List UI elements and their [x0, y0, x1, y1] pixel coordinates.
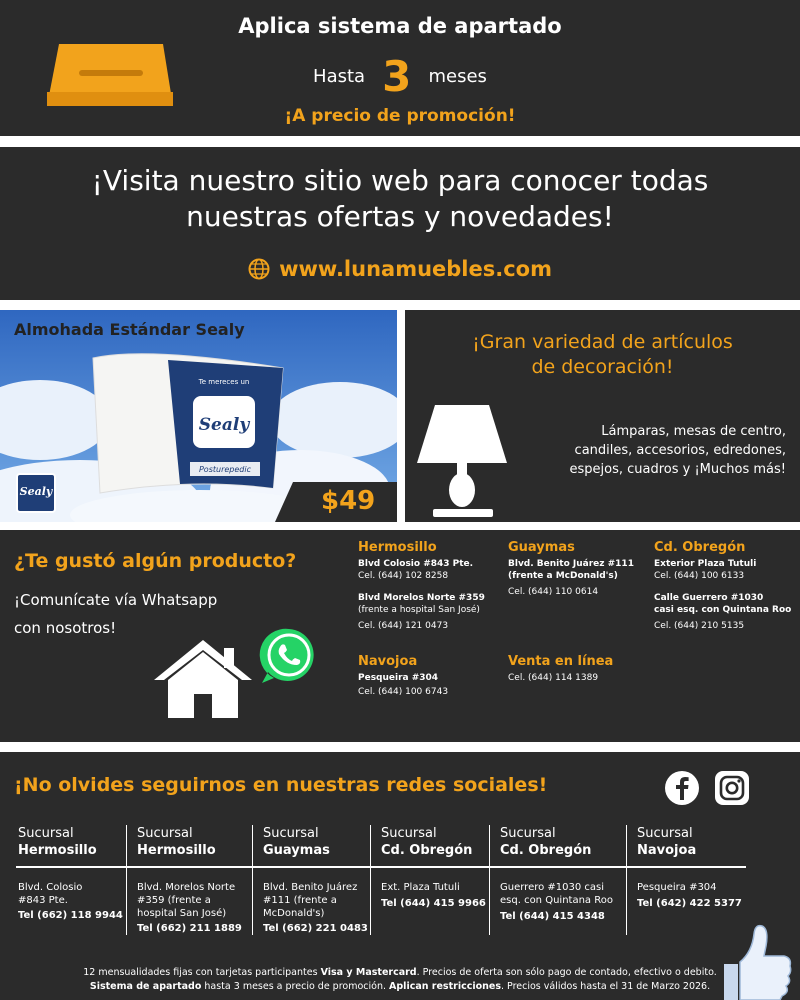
layaway-months-number: 3	[382, 52, 412, 101]
branch-tel[interactable]: Tel (644) 415 9966	[381, 898, 486, 909]
branch-label: Sucursal	[263, 826, 319, 841]
decor-title-line2: de decoración!	[531, 356, 674, 378]
globe-icon	[248, 258, 270, 280]
decor-title-line1: ¡Gran variedad de artículos	[472, 331, 733, 353]
whatsapp-icon[interactable]	[258, 625, 320, 687]
branch-tel[interactable]: Tel (642) 422 5377	[637, 898, 742, 909]
footer-line1-b: Visa y Mastercard	[320, 967, 417, 978]
branch-city: Cd. Obregón	[500, 843, 592, 858]
footer-line2-a: Sistema de apartado	[89, 981, 202, 992]
branch-addr3: hospital San José)	[137, 908, 227, 919]
branch-addr1: Blvd. Morelos Norte	[137, 882, 236, 893]
branch-city: Hermosillo	[18, 843, 97, 858]
branch-addr2: #111 (frente a	[263, 895, 337, 906]
branch-obregon-1	[370, 825, 487, 935]
contact-obregon-title: Cd. Obregón	[654, 540, 746, 555]
branch-hermosillo-1	[6, 825, 126, 935]
branch-addr1: Pesqueira #304	[637, 882, 717, 893]
contact-line2: con nosotros!	[14, 619, 117, 637]
contact-guaymas-addr1a: Blvd. Benito Juárez #111	[508, 559, 634, 569]
contact-guaymas	[508, 540, 634, 598]
contact-line1: ¡Comunícate vía Whatsapp	[14, 591, 218, 609]
branch-addr1: Guerrero #1030 casi	[500, 882, 605, 893]
instagram-icon[interactable]	[714, 770, 750, 806]
contact-hermosillo-tel1[interactable]: Cel. (644) 102 8258	[358, 571, 449, 581]
contact-navojoa-tel1[interactable]: Cel. (644) 100 6743	[358, 687, 449, 697]
lamp-icon	[417, 405, 517, 520]
branch-navojoa	[626, 825, 745, 935]
contact-navojoa-addr1: Pesqueira #304	[358, 673, 439, 683]
footer-line2-d: . Precios válidos hasta el 31 de Marzo 2026.	[500, 981, 711, 992]
branch-addr1: Ext. Plaza Tutuli	[381, 882, 460, 893]
branch-addr3: McDonald's)	[263, 908, 325, 919]
contact-online-title: Venta en línea	[508, 654, 614, 669]
product-title: Almohada Estándar Sealy	[14, 320, 245, 339]
contact-navojoa	[358, 654, 448, 698]
contact-obregon-addr2a: Calle Guerrero #1030	[654, 593, 764, 603]
footer-disclaimer	[0, 966, 800, 994]
social-headline: ¡No olvides seguirnos en nuestras redes sociales!	[14, 774, 548, 796]
contact-obregon-addr1: Exterior Plaza Tutuli	[654, 559, 757, 569]
decor-desc-line2: candiles, accesorios, edredones,	[574, 443, 786, 458]
layaway-months: meses	[428, 66, 487, 87]
branch-addr2: #843 Pte.	[18, 895, 68, 906]
contact-guaymas-addr1b: (frente a McDonald's)	[508, 571, 618, 581]
branch-tel[interactable]: Tel (644) 415 4348	[500, 911, 605, 922]
pillow-brand: Sealy	[198, 415, 250, 435]
branch-addr2: #359 (frente a	[137, 895, 211, 906]
contact-hermosillo	[358, 540, 485, 632]
sealy-logo-text: Sealy	[19, 485, 53, 498]
contact-hermosillo-title: Hermosillo	[358, 540, 437, 555]
contact-hermosillo-addr2b: (frente a hospital San José)	[358, 605, 480, 615]
contact-online-tel1[interactable]: Cel. (644) 114 1389	[508, 673, 599, 683]
contact-panel	[0, 530, 800, 742]
sealy-logo	[16, 473, 56, 513]
branch-divider	[16, 866, 746, 868]
branch-city: Cd. Obregón	[381, 843, 473, 858]
website-headline-line1: ¡Visita nuestro sitio web para conocer todas	[91, 164, 709, 197]
product-price: $49	[321, 486, 376, 516]
product-panel	[0, 310, 397, 522]
website-url-link[interactable]: www.lunamuebles.com	[279, 257, 552, 281]
branch-addr1: Blvd. Benito Juárez	[263, 882, 358, 893]
branch-label: Sucursal	[381, 826, 437, 841]
contact-obregon	[654, 540, 791, 632]
contact-question: ¿Te gustó algún producto?	[14, 550, 297, 572]
branch-city: Hermosillo	[137, 843, 216, 858]
branch-hermosillo-2	[126, 825, 249, 935]
contact-hermosillo-tel2[interactable]: Cel. (644) 121 0473	[358, 621, 449, 631]
layaway-up-to: Hasta	[313, 66, 366, 87]
website-panel	[0, 147, 800, 300]
branch-label: Sucursal	[137, 826, 193, 841]
layaway-panel	[0, 0, 800, 136]
decor-panel	[405, 310, 800, 522]
branch-city: Guaymas	[263, 843, 330, 858]
website-headline-line2: nuestras ofertas y novedades!	[186, 200, 614, 233]
contact-guaymas-tel1[interactable]: Cel. (644) 110 0614	[508, 587, 599, 597]
branch-guaymas	[252, 825, 371, 935]
pillow-sub-brand: Posturepedic	[198, 465, 252, 474]
branch-label: Sucursal	[500, 826, 556, 841]
footer-line1-c: . Precios de oferta son sólo pago de contado, efectivo o debito.	[416, 967, 717, 978]
decor-desc-line3: espejos, cuadros y ¡Muchos más!	[569, 462, 786, 477]
contact-online	[508, 654, 613, 684]
price-tag	[275, 482, 397, 522]
decor-desc-line1: Lámparas, mesas de centro,	[601, 424, 786, 439]
footer-line1-a: 12 mensualidades fijas con tarjetas participantes	[83, 967, 321, 978]
branch-addr2: esq. con Quintana Roo	[500, 895, 613, 906]
contact-obregon-tel1[interactable]: Cel. (644) 100 6133	[654, 571, 745, 581]
house-icon	[152, 638, 254, 720]
pillow-image	[88, 338, 288, 498]
branch-obregon-2	[489, 825, 624, 935]
branch-label: Sucursal	[18, 826, 74, 841]
branch-city: Navojoa	[637, 843, 697, 858]
branch-tel[interactable]: Tel (662) 221 0483	[263, 923, 368, 934]
contact-obregon-addr2b: casi esq. con Quintana Roo	[654, 605, 792, 615]
branch-tel[interactable]: Tel (662) 211 1889	[137, 923, 242, 934]
contact-obregon-tel2[interactable]: Cel. (644) 210 5135	[654, 621, 745, 631]
layaway-title: Aplica sistema de apartado	[238, 14, 562, 38]
contact-hermosillo-addr1: Blvd Colosio #843 Pte.	[358, 559, 474, 569]
contact-navojoa-title: Navojoa	[358, 654, 418, 669]
branch-addr1: Blvd. Colosio	[18, 882, 83, 893]
contact-guaymas-title: Guaymas	[508, 540, 575, 555]
branch-label: Sucursal	[637, 826, 693, 841]
footer-line2-c: Aplican restricciones	[389, 981, 501, 992]
layaway-promo: ¡A precio de promoción!	[284, 106, 516, 126]
facebook-icon[interactable]	[664, 770, 700, 806]
contact-hermosillo-addr2a: Blvd Morelos Norte #359	[358, 593, 485, 603]
pillow-tag: Te mereces un	[198, 378, 250, 386]
branch-tel[interactable]: Tel (662) 118 9944	[18, 910, 123, 921]
footer-line2-b: hasta 3 meses a precio de promoción.	[201, 981, 390, 992]
